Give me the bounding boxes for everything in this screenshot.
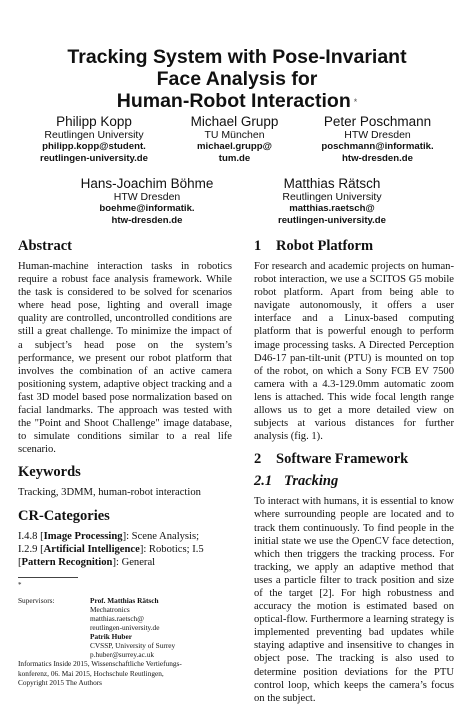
supervisor-line: CVSSP, University of Surrey <box>90 641 176 651</box>
keywords-text: Tracking, 3DMM, human-robot interaction <box>18 487 201 499</box>
author-email-line-1: matthias.raetsch@ <box>289 203 375 214</box>
author-email-line-2: reutlingen-university.de <box>39 153 149 164</box>
supervisor-line: matthias.raetsch@ <box>90 613 144 623</box>
subsection-number: 2.1 <box>254 473 273 490</box>
author-grupp <box>179 114 291 165</box>
cr-category-code: I.4.8 <box>18 530 38 542</box>
keywords-heading: Keywords <box>18 464 81 481</box>
supervisor-name: Prof. Matthias Rätsch <box>90 595 159 605</box>
cr-categories-heading: CR-Categories <box>18 507 110 524</box>
section-title: Robot Platform <box>276 238 374 254</box>
abstract-heading: Abstract <box>18 238 72 254</box>
author-raetsch <box>262 176 402 227</box>
author-affiliation: Reutlingen University <box>44 129 144 141</box>
title-line-3-text: Human-Robot Interaction <box>116 90 351 112</box>
author-affiliation: HTW Dresden <box>113 191 181 203</box>
section-2-1-text: To interact with humans, it is essential to know where surrounding people are located and to track them continuously. To find people in the initial state we use the OpenCV face detection, which then triggers the tracking process. For tracking, we apply an adaptive method that uses a particle filter to track position and size of the target [2]. For high robustness and accuracy the motion is estimated based on optical-flow. Furthermore a learning strategy is implemented preventing bad updates while staying adaptive and insensitive to changes in object pose. The tracking is also used to determine position deviations for the PTU control loop, which keeps the camera’s focus on the subject. <box>254 496 454 704</box>
author-email-line-2: htw-dresden.de <box>342 153 413 164</box>
author-email-line-2: reutlingen-university.de <box>277 215 387 226</box>
abstract-text: Human-machine interaction tasks in robotics require a robust face analysis framework. While the task is considered to be solved for scenarios where head pose, lighting and overall image quality are controlled, uncontrolled conditions are still a great challenge. To minimize the impact of a subject’s head pose on the system’s performance, we present our robot platform that involves the combination of an active camera positioning system, adaptive object tracking and a fast 3D model based pose normalization based on facial landmarks. The approach was tested with the "Point and Shoot Challenge" image database, to simulate conditions similar to a real life scenario. <box>18 261 232 456</box>
author-email-line-1: michael.grupp@ <box>197 141 272 152</box>
supervisor-line: reutlingen-university.de <box>90 623 160 633</box>
author-kopp <box>32 114 157 165</box>
title-line-1: Tracking System with Pose-Invariant <box>67 46 407 68</box>
author-row-2 <box>0 176 474 227</box>
cr-category-item: I.4.8 [Image Processing]: Scene Analysis; <box>18 530 200 542</box>
author-name: Peter Poschmann <box>323 114 432 129</box>
footnote <box>18 596 232 687</box>
right-column <box>254 238 454 713</box>
paper-title <box>0 46 474 113</box>
author-email-line-1: poschmann@informatik. <box>321 141 434 152</box>
supervisors-list <box>90 596 232 660</box>
footnote-rule <box>18 577 78 578</box>
cr-category-rest: : Scene Analysis; <box>126 530 200 542</box>
cr-category-rest: : Robotics; I.5 <box>143 543 204 555</box>
supervisors-label: Supervisors: <box>18 595 55 605</box>
author-name: Philipp Kopp <box>56 114 132 129</box>
section-title: Software Framework <box>276 451 409 468</box>
supervisor-line: Mechatronics <box>90 604 130 614</box>
section-1-text: For research and academic projects on human-robot interaction, we use a SCITOS G5 mobile robot platform. Apart from being able to navigate autonomously, it offers a user interface and a Linux-based computing platform that is powerful enough to perform image processing tasks. A Directed Perception D46-17 pan-tilt-unit (PTU) is mounted on top of the robot, on which a Sony FCB EV 7500 camera with a 4.3-129.0mm automatic zoom lens is attached. This wide focal length range allows us to get a more detailed view on subjects at various distances for further analysis (fig. 1). <box>254 261 454 443</box>
venue-line: Informatics Inside 2015, Wissenschaftliche Vertiefungs- <box>18 659 182 669</box>
title-line-2: Face Analysis for <box>156 68 318 90</box>
cr-category-item: I.2.9 [Artificial Intelligence]: Robotics; I.5 <box>18 543 204 555</box>
cr-category-rest: : General <box>115 556 156 568</box>
cr-category-name: Artificial Intelligence <box>43 543 140 555</box>
supervisor-name: Patrik Huber <box>90 632 132 642</box>
author-name: Michael Grupp <box>190 114 279 129</box>
venue-line: konferenz, 06. Mai 2015, Hochschule Reutlingen, <box>18 668 164 678</box>
supervisor-line <box>90 596 232 605</box>
title-line-3 <box>0 90 474 113</box>
section-number: 1 <box>254 238 262 254</box>
author-row-1 <box>0 114 474 165</box>
author-email-line-2: tum.de <box>218 153 251 164</box>
author-affiliation: HTW Dresden <box>344 129 411 141</box>
author-email-line-1: philipp.kopp@student. <box>42 141 146 152</box>
supervisors-block <box>18 596 232 660</box>
author-name: Hans-Joachim Böhme <box>80 176 214 191</box>
author-affiliation: Reutlingen University <box>282 191 382 203</box>
cr-category-code: I.2.9 <box>18 543 38 555</box>
author-email-line-1: boehme@informatik. <box>99 203 195 214</box>
footnote-mark: * <box>18 580 22 589</box>
author-affiliation: TU München <box>204 129 265 141</box>
venue-line: Copyright 2015 The Authors <box>18 677 102 687</box>
section-2-1-heading <box>254 473 454 490</box>
section-2-heading <box>254 451 454 468</box>
section-1-heading <box>254 238 454 255</box>
cr-category-item: [Pattern Recognition]: General <box>18 556 156 568</box>
cr-category-name: Pattern Recognition <box>21 556 113 568</box>
author-boehme <box>72 176 222 227</box>
author-email-line-2: htw-dresden.de <box>111 215 183 226</box>
section-number: 2 <box>254 451 262 468</box>
left-column <box>18 238 232 687</box>
cr-category-name: Image Processing <box>43 530 123 542</box>
subsection-title: Tracking <box>284 473 339 490</box>
supervisor-line: p.huber@surrey.ac.uk <box>90 650 154 660</box>
cr-categories-list <box>18 530 232 569</box>
author-name: Matthias Rätsch <box>283 176 381 191</box>
supervisor-line <box>90 632 232 641</box>
title-footnote-mark: * <box>353 96 358 107</box>
author-poschmann <box>313 114 443 165</box>
